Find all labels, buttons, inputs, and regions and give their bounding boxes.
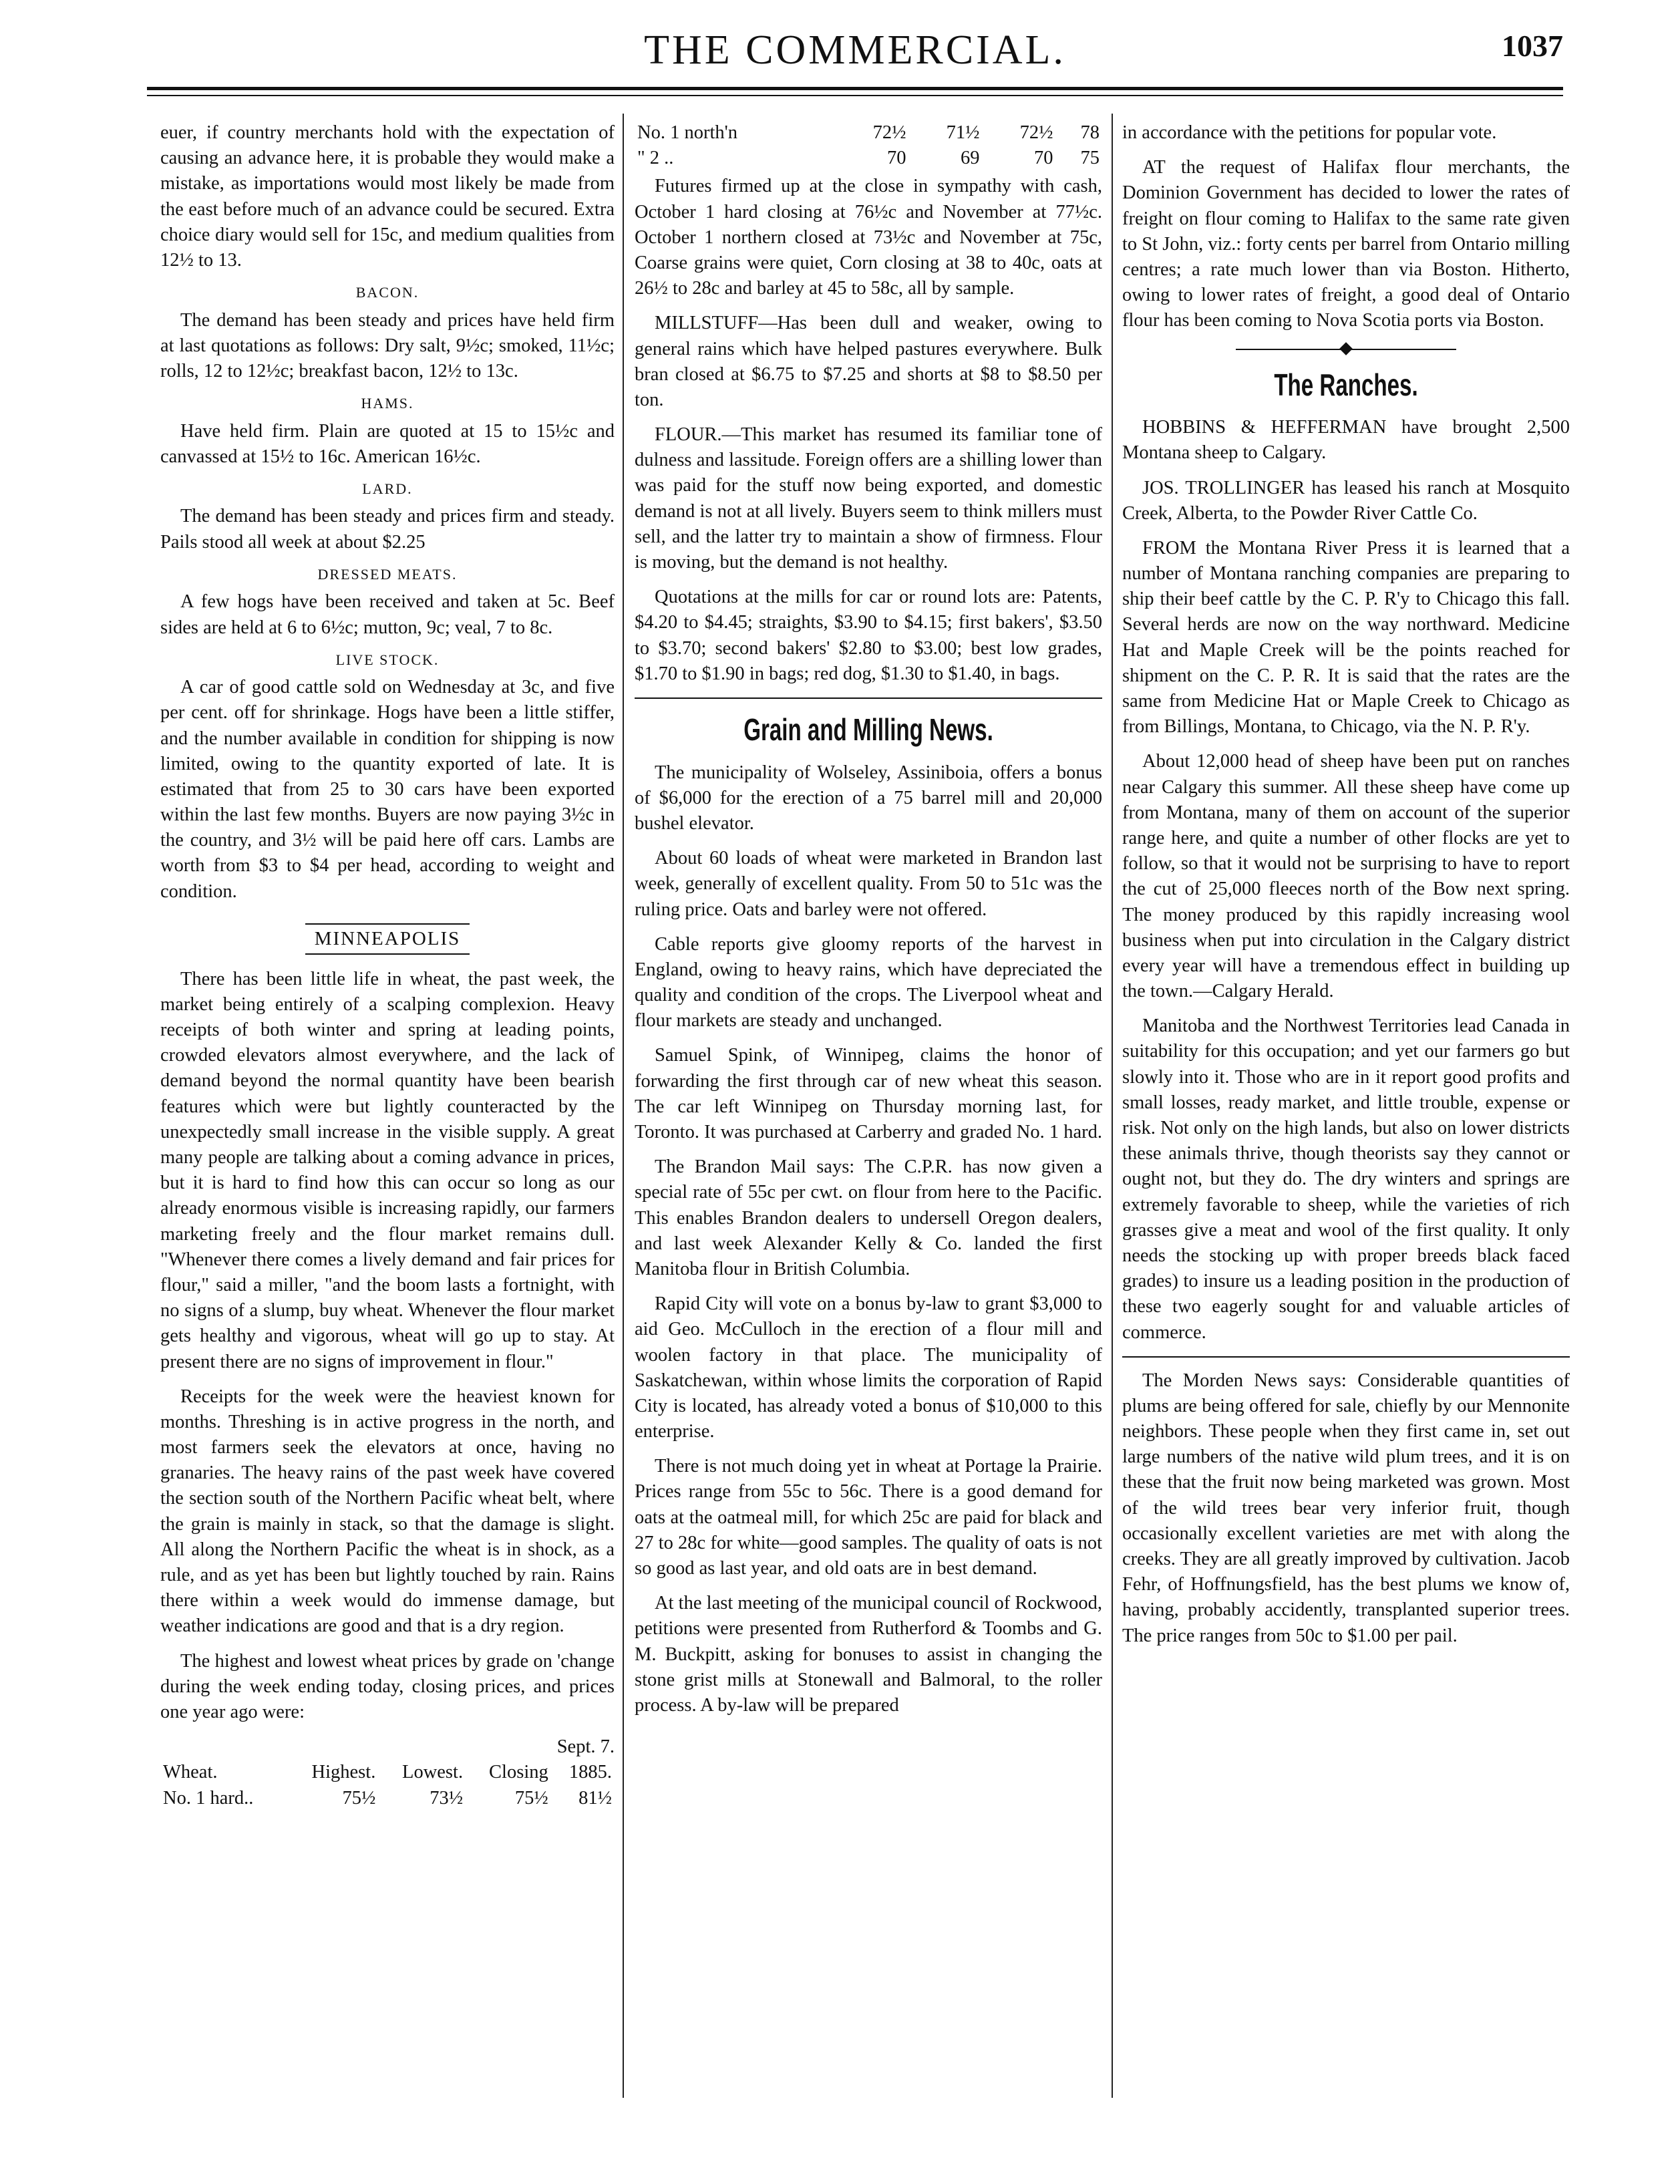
subheading-lard: LARD. [362, 480, 413, 497]
ornamental-divider [1122, 343, 1570, 355]
table-cell: 75 [1080, 148, 1100, 169]
article-text: in accordance with the petitions for popular vote. [1122, 122, 1497, 143]
subheading-hams: HAMS. [361, 395, 414, 412]
table-row [635, 120, 1102, 146]
article-text: Cable reports give gloomy reports of the harvest in England, owing to heavy rains, which have depreciated the quality and condition of the crops. The Liverpool wheat and flour markets are steady and unchanged. [635, 933, 1102, 1032]
subheading-live-stock: LIVE STOCK. [335, 651, 440, 668]
table-cell: 69 [961, 148, 980, 169]
article-text: HOBBINS & HEFFERMAN have brought 2,500 Montana sheep to Calgary. [1122, 417, 1570, 464]
article-text: About 60 loads of wheat were marketed in Brandon last week, generally of excellent quality. From 50 to 51c was the ruling price. Oats and barley were not offered. [635, 848, 1102, 920]
table-header-row [160, 1760, 615, 1785]
article-text: Manitoba and the Northwest Territories lead Canada in suitability for this occupation; and yet our farmers go but slowly into it. Those who are in it report good profits and small losses, ready market, and little trouble, expense or risk. Not only on the high lands, but also on lower districts these animals thrive, though theorists say they cannot or ought not, but they do. The dry winters and springs are extremely favorable to sheep, while the varieties of rich grasses give a meat and wool of the first quality. It only needs the stocking up with proper breeds black faced grades) to insure us a leading position in the production of these two eagerly sought for and valuable articles of commerce. [1122, 1016, 1570, 1343]
article-text: The Brandon Mail says: The C.P.R. has now given a special rate of 55c per cwt. on flour from here to the Pacific. This enables Brandon dealers to undersell Oregon dealers, and last week Alexander Kelly & Co. landed the first Manitoba flour in British Columbia. [635, 1156, 1102, 1279]
table-cell: 71½ [946, 122, 980, 143]
table-cell: 78 [1080, 122, 1100, 143]
table-cell: 75½ [342, 1787, 376, 1809]
article-text: Rapid City will vote on a bonus by-law to grant $3,000 to aid Geo. McCulloch in the erection of a flour mill and woolen factory in that place. The municipality of Saskatchewan, within whose limits the corporation of Rapid City is located, has already voted a bonus of $10,000 to this enterprise. [635, 1293, 1102, 1442]
column-3 [1122, 120, 1570, 1658]
page-header [147, 27, 1563, 73]
article-text: Samuel Spink, of Winnipeg, claims the honor of forwarding the first through car of new wheat this season. The car left Winnipeg on Thursday morning last, for Toronto. It was purchased at Carberry and graded No. 1 hard. [635, 1045, 1102, 1142]
wheat-price-table-continued [635, 120, 1102, 171]
article-text: There is not much doing yet in wheat at Portage la Prairie. Prices range from 55c to 56c. There is a good demand for oats at the oatmeal mill, for which 25c are paid for black and 27 to 28c for white—good samples. The quality of oats is not so good as last year, and old oats are in best demand. [635, 1456, 1102, 1579]
table-cell: 70 [886, 148, 906, 169]
table-row [160, 1786, 615, 1811]
article-text: There has been little life in wheat, the past week, the market being entirely of a scalping complexion. Heavy receipts of both winter and spring at leading points, crowded elevators almost everywhere, and the lack of demand beyond the normal quantity have been bearish features which were but lightly counteracted by the unexpectedly small increase in the visible supply. A great many people are talking about a coming advance in prices, but it is hard to find how this can occur so long as our already enormous visible is increasing rapidly, our farmers marketing freely and the flour market remains dull. "Whenever there comes a lively demand and fair prices for flour," said a miller, "and the boom lasts a fortnight, with no signs of a slump, buy wheat. Whenever the flour market gets healthy and vigorous, wheat will go up to stay. At present there are no signs of improvement in flour." [160, 968, 615, 1372]
article-text: Quotations at the mills for car or round lots are: Patents, $4.20 to $4.45; straights, $3.90 to $4.15; first bakers', $3.50 to $3.70; second bakers' $2.80 to $3.00; best low grades, $1.70 to $1.90 in bags; red dog, $1.30 to $1.40, in bags. [635, 587, 1102, 684]
column-divider-left [623, 114, 624, 2098]
article-text: Receipts for the week were the heaviest known for months. Threshing is in active progress in the north, and most farmers seek the elevators at once, having no granaries. The heavy rains of the past week have covered the section south of the Northern Pacific wheat belt, where the grain is mainly in stack, so that the damage is slight. All along the Northern Pacific the wheat is in shock, as a rule, and as yet has been but lightly touched by rain. Rains there within a week would do immense damage, but weather indications are good and that is a dry region. [160, 1386, 615, 1637]
article-text: Have held firm. Plain are quoted at 15 to 15½c and canvassed at 15½ to 16c. American 16½c. [160, 420, 615, 467]
section-rule [1122, 1356, 1570, 1358]
article-text: A few hogs have been received and taken at 5c. Beef sides are held at 6 to 6½c; mutton, 9c; veal, 7 to 8c. [160, 591, 615, 638]
table-cell: Wheat. [163, 1762, 218, 1783]
page-number: 1037 [1502, 29, 1563, 63]
column-1 [160, 120, 615, 1811]
table-cell: Lowest. [402, 1762, 464, 1783]
column-2 [635, 120, 1102, 1728]
section-heading-ranches: The Ranches. [1274, 367, 1418, 402]
article-text: A car of good cattle sold on Wednesday at 3c, and five per cent. off for shrinkage. Hogs have been a little stiffer, and the number available in condition for shipping is now limited, owing to the quantity exported of late. It is estimated that from 25 to 30 cars have been exported within the last few months. Buyers are now paying 3½c in the country, and 3½ will be paid here off cars. Lambs are worth from $3 to $4 per head, according to weight and condition. [160, 677, 615, 902]
article-text: euer, if country merchants hold with the expectation of causing an advance here, it is probable they would make a mistake, as importations would most likely be made from the east before much of an advance could be secured. Extra choice diary would sell for 15c, and medium qualities from 12½ to 13. [160, 122, 615, 271]
article-text: At the last meeting of the municipal council of Rockwood, petitions were presented from Rutherford & Toombs and G. M. Buckpitt, asking for bonuses to assist in changing the stone grist mills at Stonewall and Balmoral, to the roller process. A by-law will be prepared [635, 1593, 1102, 1716]
subheading-dressed-meats: DRESSED MEATS. [317, 565, 458, 583]
table-cell: 1885. [568, 1762, 612, 1783]
table-cell: 72½ [872, 122, 906, 143]
table-cell: 73½ [430, 1787, 464, 1809]
table-cell: 72½ [1019, 122, 1053, 143]
article-text: FLOUR.—This market has resumed its familiar tone of dulness and lassitude. Foreign offers are a shilling lower than was paid for the stuff now being exported, and domestic demand is not at all lively. Buyers seem to think millers must sell, and the latter try to maintain a show of firmness. Flour is moving, but the demand is not healthy. [635, 424, 1102, 573]
article-text: AT the request of Halifax flour merchants, the Dominion Government has decided to lower the rates of freight on flour coming to Halifax to the same rate given to St John, viz.: forty cents per barrel from Ontario milling centres; a rate much lower than via Boston. Hitherto, owing to lower rates of freight, a good deal of Ontario flour has been coming to Nova Scotia ports via Boston. [1122, 157, 1570, 331]
subheading-bacon: BACON. [355, 284, 419, 301]
table-cell: 75½ [514, 1787, 548, 1809]
column-divider-right [1112, 114, 1113, 2098]
table-cell: 70 [1034, 148, 1053, 169]
article-text: Futures firmed up at the close in sympathy with cash, October 1 hard closing at 76½c and November at 77½c. October 1 northern closed at 73½c and November at 75c, Coarse grains were quiet, Corn closing at 38 to 40c, oats at 26½ to 28c and barley at 45 to 58c, all by sample. [635, 176, 1102, 299]
section-heading-minneapolis: MINNEAPOLIS [305, 923, 470, 955]
table-cell: Closing [489, 1762, 548, 1783]
article-text: JOS. TROLLINGER has leased his ranch at Mosquito Creek, Alberta, to the Powder River Cattle Co. [1122, 477, 1570, 524]
article-text: About 12,000 head of sheep have been put on ranches near Calgary this summer. All these sheep have come up from Montana, many of them on account of the superior range here, and quite a number of other flocks are yet to follow, so that it would not be surprising to have to report the cut of 25,000 fleeces north of the Bow next spring. The money produced by this rapidly increasing wool business when put into circulation in the Calgary district every year will have a tremendous effect in building up the town.—Calgary Herald. [1122, 751, 1570, 1002]
article-text: MILLSTUFF—Has been dull and weaker, owing to general rains which have helped pastures everywhere. Bulk bran closed at $6.75 to $7.25 and shorts at $8 to $8.50 per ton. [635, 313, 1102, 410]
header-rule-thin [147, 95, 1563, 96]
header-rule-thick [147, 87, 1563, 90]
wheat-price-table [160, 1760, 615, 1811]
table-cell: 81½ [578, 1787, 612, 1809]
article-text: The municipality of Wolseley, Assiniboia, offers a bonus of $6,000 for the erection of a 75 barrel mill and 20,000 bushel elevator. [635, 762, 1102, 834]
table-cell: Highest. [311, 1762, 376, 1783]
masthead-title: THE COMMERCIAL. [644, 27, 1066, 73]
section-rule [635, 697, 1102, 699]
article-text: FROM the Montana River Press it is learned that a number of Montana ranching companies are preparing to ship their beef cattle by the C. P. R'y to Chicago this fall. Several herds are now on the way northward. Medicine Hat and Maple Creek will be the points reached for shipment on the C. P. R. It is said that the rates are the same from Medicine Hat or Maple Creek to Chicago as from Billings, Montana, to Chicago, via the N. P. R'y. [1122, 537, 1570, 738]
article-text: The demand has been steady and prices have held firm at last quotations as follows: Dry salt, 9½c; smoked, 11½c; rolls, 12 to 12½c; breakfast bacon, 12½ to 13c. [160, 309, 615, 381]
table-cell: " 2 .. [637, 148, 674, 169]
table-cell: No. 1 hard.. [163, 1787, 254, 1809]
table-row [635, 146, 1102, 171]
article-text: The demand has been steady and prices firm and steady. Pails stood all week at about $2.25 [160, 506, 615, 553]
table-cell: No. 1 north'n [637, 122, 738, 143]
article-text: The Morden News says: Considerable quantities of plums are being offered for sale, chiefly by our Mennonite neighbors. These people when they first came in, set out large numbers of the native wild plum trees, and it is on these that the fruit now being marketed was grown. Most of the wild trees bear very inferior fruit, though occasionally excellent varieties are met with along the creeks. They are all greatly improved by cultivation. Jacob Fehr, of Hoffnungsfield, has the best plums we know of, having, probably accidently, transplanted superior trees. The price ranges from 50c to $1.00 per pail. [1122, 1370, 1570, 1646]
article-text: The highest and lowest wheat prices by grade on 'change during the week ending today, closing prices, and prices one year ago were: [160, 1650, 615, 1722]
table-date: Sept. 7. [556, 1736, 615, 1758]
section-heading-grain-milling: Grain and Milling News. [743, 712, 993, 747]
